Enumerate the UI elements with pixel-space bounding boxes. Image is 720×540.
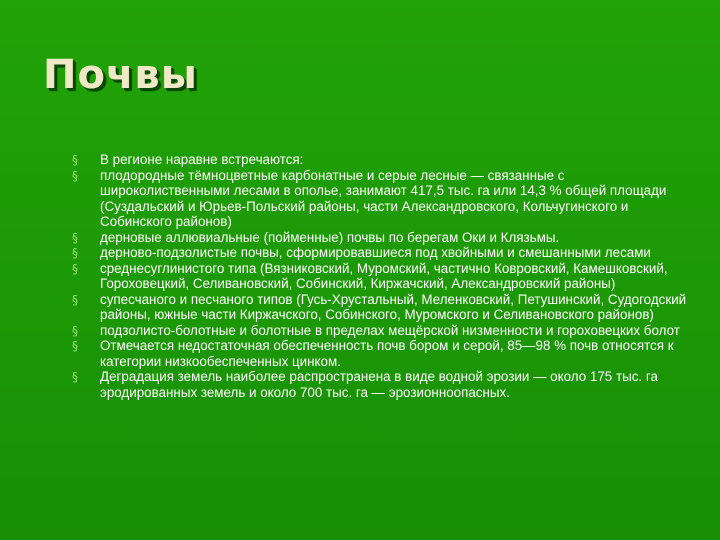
list-item — [70, 230, 690, 246]
bullet-text: Отмечается недостаточная обеспеченность почв бором и серой, 85—98 % почв относятся к категории низкообеспеченных цинком. — [100, 338, 674, 369]
bullet-list — [70, 152, 690, 400]
section-sign-bullet-icon: § — [72, 168, 78, 183]
bullet-text: среднесуглинистого типа (Вязниковский, Муромский, частично Ковровский, Камешковский, Гороховецкий, Селивановский, Собинский, Киржачский, Александровский районы) — [100, 260, 668, 291]
section-sign-bullet-icon: § — [72, 323, 78, 338]
section-sign-bullet-icon: § — [72, 246, 78, 260]
list-item — [70, 369, 690, 400]
list-item — [70, 323, 690, 339]
list-item — [70, 261, 690, 292]
list-item — [70, 152, 690, 168]
section-sign-bullet-icon: § — [72, 153, 78, 167]
section-sign-bullet-icon: § — [72, 230, 78, 245]
section-sign-bullet-icon: § — [72, 261, 78, 276]
list-item — [70, 292, 690, 323]
bullet-text: дерново-подзолистые почвы, сформировавшиеся под хвойными и смешанными лесами — [100, 245, 651, 260]
section-sign-bullet-icon: § — [72, 292, 78, 307]
bullet-text: В регионе наравне встречаются: — [100, 152, 304, 167]
bullet-text: дерновые аллювиальные (пойменные) почвы по берегам Оки и Клязьмы. — [100, 229, 560, 245]
bullet-text: подзолисто-болотные и болотные в пределах мещёрской низменности и гороховецких болот — [100, 322, 680, 338]
list-item — [70, 338, 690, 369]
list-item — [70, 245, 690, 261]
list-item — [70, 168, 690, 230]
section-sign-bullet-icon: § — [72, 339, 78, 353]
bullet-text: супесчаного и песчаного типов (Гусь-Хрустальный, Меленковский, Петушинский, Судогодский районы, южные части Киржачского, Собинского, Муромского и Селивановского районов) — [100, 291, 687, 322]
bullet-text: Деградация земель наиболее распространена в виде водной эрозии — около 175 тыс. га эродированных земель и около 700 тыс. га — эрозионноопасных. — [100, 369, 658, 400]
slide-title: Почвы — [43, 52, 198, 98]
section-sign-bullet-icon: § — [72, 370, 78, 384]
bullet-text: плодородные тёмноцветные карбонатные и серые лесные — связанные с широколиственными лесами в ополье, занимают 417,5 тыс. га или 14,3 % общей площади (Суздальский и Юрьев-Польский районы, части Александровского, Кольчугинского и Собинского районов) — [100, 167, 667, 229]
